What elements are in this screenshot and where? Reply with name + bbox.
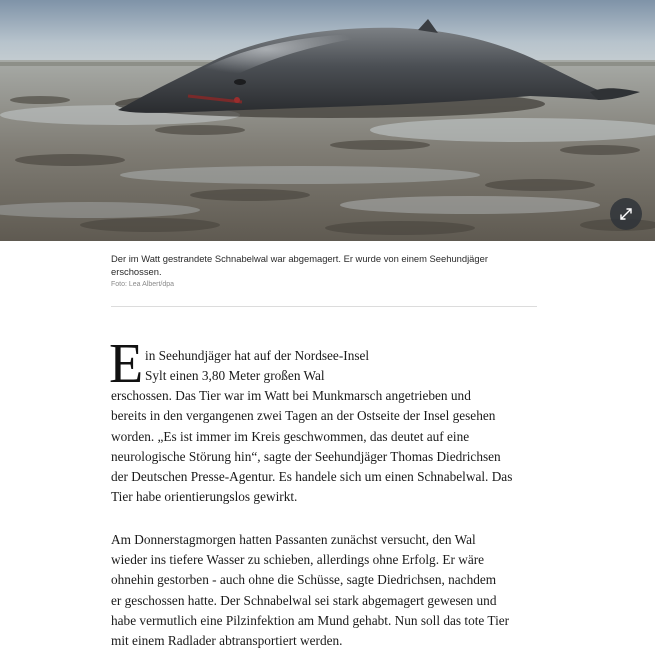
- paragraph-2-line: ohnehin gestorben - auch ohne die Schüsse, sagte Diedrichsen, nachdem: [111, 572, 497, 587]
- paragraph-1-line: worden. „Es ist immer im Kreis geschwommen, das deutet auf eine: [111, 429, 470, 444]
- paragraph-1-line: neurologische Störung hin“, sagte der Seehundjäger Thomas Diedrichsen: [111, 449, 501, 464]
- paragraph-1-line: Sylt einen 3,80 Meter großen Wal: [145, 368, 325, 383]
- hero-photo: [0, 0, 655, 241]
- image-caption: [111, 253, 541, 278]
- caption-line-1: Der im Watt gestrandete Schnabelwal war abgemagert. Er wurde von einem Seehundjäger: [111, 253, 488, 264]
- paragraph-2-line: mit einem Radlader abtransportiert werden.: [111, 633, 343, 648]
- paragraph-1-line: bereits in den vergangenen zwei Tagen an der Ostseite der Insel gesehen: [111, 408, 496, 423]
- paragraph-1-line: in Seehundjäger hat auf der Nordsee-Insel: [145, 348, 370, 363]
- paragraph-1-line: der Deutschen Presse-Agentur. Es handele sich um einen Schnabelwal. Das: [111, 469, 513, 484]
- beached-whale-photo: [0, 0, 655, 241]
- paragraph-1-line: Tier habe orientierungslos gewirkt.: [111, 489, 298, 504]
- paragraph-2-line: wieder ins tiefere Wasser zu schieben, allerdings ohne Erfolg. Er wäre: [111, 552, 485, 567]
- caption-line-2: erschossen.: [111, 265, 162, 277]
- divider: [111, 306, 537, 307]
- photo-credit: Foto: Lea Albert/dpa: [111, 281, 175, 288]
- expand-arrows-icon: [619, 207, 633, 221]
- expand-button[interactable]: [610, 198, 642, 230]
- drop-cap: E: [109, 333, 144, 395]
- paragraph-2-line: habe vermutlich eine Pilzinfektion am Mund gehabt. Nun soll das tote Tier: [111, 613, 510, 628]
- paragraph-2-line: er geschossen hatte. Der Schnabelwal sei stark abgemagert gewesen und: [111, 593, 497, 608]
- paragraph-1-line: erschossen. Das Tier war im Watt bei Munkmarsch angetrieben und: [111, 388, 471, 403]
- paragraph-2-line: Am Donnerstagmorgen hatten Passanten zunächst versucht, den Wal: [111, 532, 476, 547]
